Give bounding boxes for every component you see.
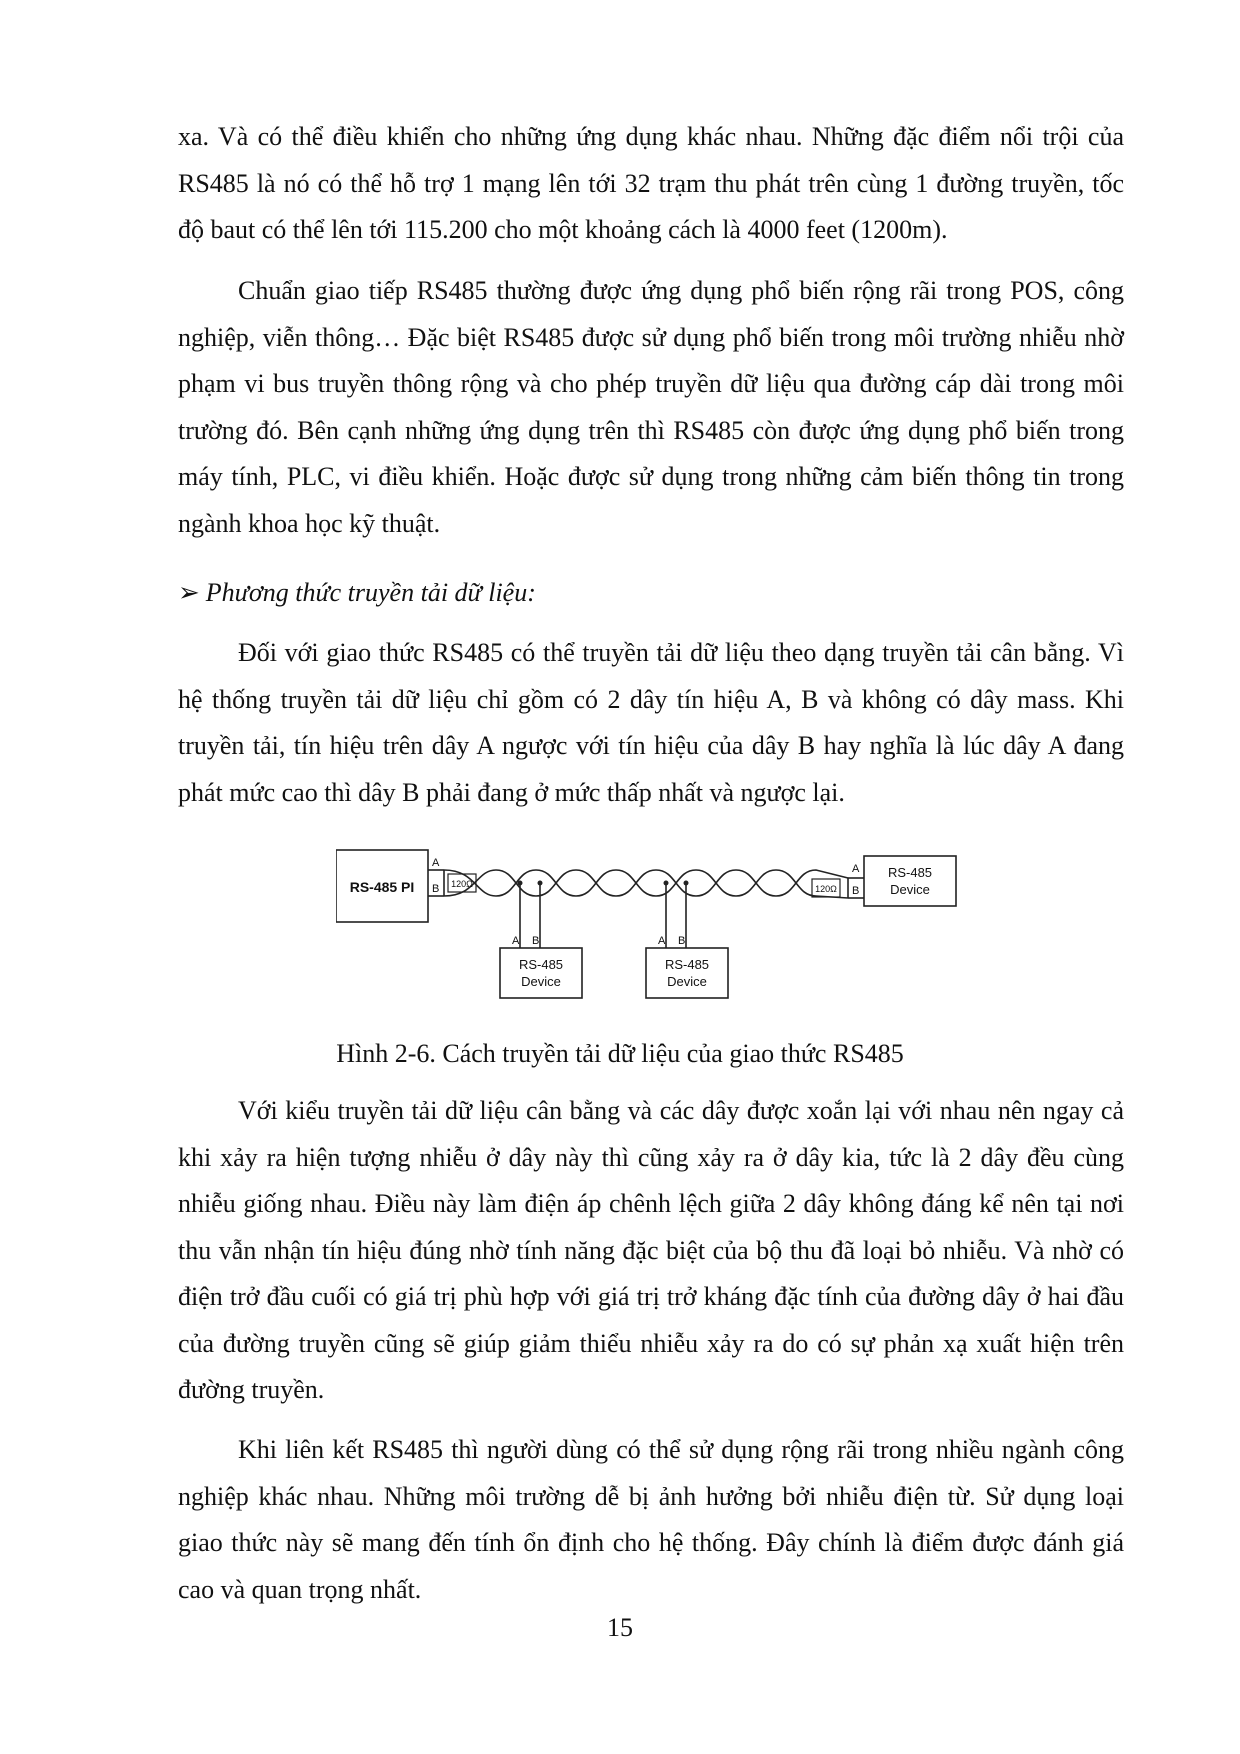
device-box-2 [646,948,728,998]
device2-line1: RS-485 [664,957,710,972]
master-label: RS-485 PI [349,879,415,895]
end-device-line1: RS-485 [887,865,933,880]
device1-line-a: A [512,935,520,947]
end-line-b: B [852,885,860,897]
end-device-box [864,856,956,906]
rs485-diagram [336,848,976,1010]
end-line-a: A [852,863,860,875]
paragraph-2: Chuẩn giao tiếp RS485 thường được ứng dụng phổ biến rộng rãi trong POS, công nghiệp, viễn thông… Đặc biệt RS485 được sử dụng phổ biến trong môi trường nhiễu nhờ phạm vi bus truyền thông rộng và cho phép truyền dữ liệu qua đường cáp dài trong môi trường đó. Bên cạnh những ứng dụng trên thì RS485 còn được ứng dụng phổ biến trong máy tính, PLC, vi điều khiển. Hoặc được sử dụng trong những cảm biến thông tin trong ngành khoa học kỹ thuật. [178,276,1124,538]
figure-caption: Hình 2-6. Cách truyền tải dữ liệu của giao thức RS485 [336,1039,904,1068]
master-line-a: A [432,857,440,869]
bullet-heading-text: Phương thức truyền tải dữ liệu: [205,578,536,607]
paragraph-4: Với kiểu truyền tải dữ liệu cân bằng và các dây được xoắn lại với nhau nên ngay cả khi xảy ra hiện tượng nhiễu ở dây này thì cũng xảy ra ở dây kia, tức là 2 dây đều cùng nhiễu giống nhau. Điều này làm điện áp chênh lệch giữa 2 dây không đáng kể nên tại nơi thu vẫn nhận tín hiệu đúng nhờ tính năng đặc biệt của bộ thu đã loại bỏ nhiễu. Và nhờ có điện trở đầu cuối có giá trị phù hợp với giá trị trở kháng đặc tính của đường dây ở hai đầu của đường truyền cũng sẽ giúp giảm thiểu nhiễu xảy ra do có sự phản xạ xuất hiện trên đường truyền. [178,1096,1124,1404]
device2-line-b: B [678,935,686,947]
paragraph-5: Khi liên kết RS485 thì người dùng có thể sử dụng rộng rãi trong nhiều ngành công nghiệp khác nhau. Những môi trường dễ bị ảnh hưởng bởi nhiễu điện từ. Sử dụng loại giao thức này sẽ mang đến tính ổn định cho hệ thống. Đây chính là điểm được đánh giá cao và quan trọng nhất. [178,1435,1124,1604]
device-box-1 [500,948,582,998]
arrow-bullet-icon: ➢ [178,578,200,607]
device1-line1: RS-485 [518,957,564,972]
device2-line-a: A [658,935,666,947]
resistor-right-label: 120Ω [815,884,837,894]
device1-line-b: B [532,935,540,947]
device2-line2: Device [667,974,707,989]
device1-line2: Device [521,974,561,989]
resistor-left-label: 120Ω [451,879,473,889]
twisted-pair-cable [444,870,848,898]
master-line-b: B [432,883,440,895]
paragraph-3: Đối với giao thức RS485 có thể truyền tải dữ liệu theo dạng truyền tải cân bằng. Vì hệ thống truyền tải dữ liệu chỉ gồm có 2 dây tín hiệu A, B và không có dây mass. Khi truyền tải, tín hiệu trên dây A ngược với tín hiệu của dây B hay nghĩa là lúc dây A đang phát mức cao thì dây B phải đang ở mức thấp nhất và ngược lại. [178,638,1124,807]
end-device-line2: Device [890,882,930,897]
page-number: 15 [607,1613,633,1642]
paragraph-1: xa. Và có thể điều khiển cho những ứng dụng khác nhau. Những đặc điểm nổi trội của RS485 là nó có thể hỗ trợ 1 mạng lên tới 32 trạm thu phát trên cùng 1 đường truyền, tốc độ baut có thể lên tới 115.200 cho một khoảng cách là 4000 feet (1200m). [178,122,1124,244]
bullet-heading [178,570,536,616]
